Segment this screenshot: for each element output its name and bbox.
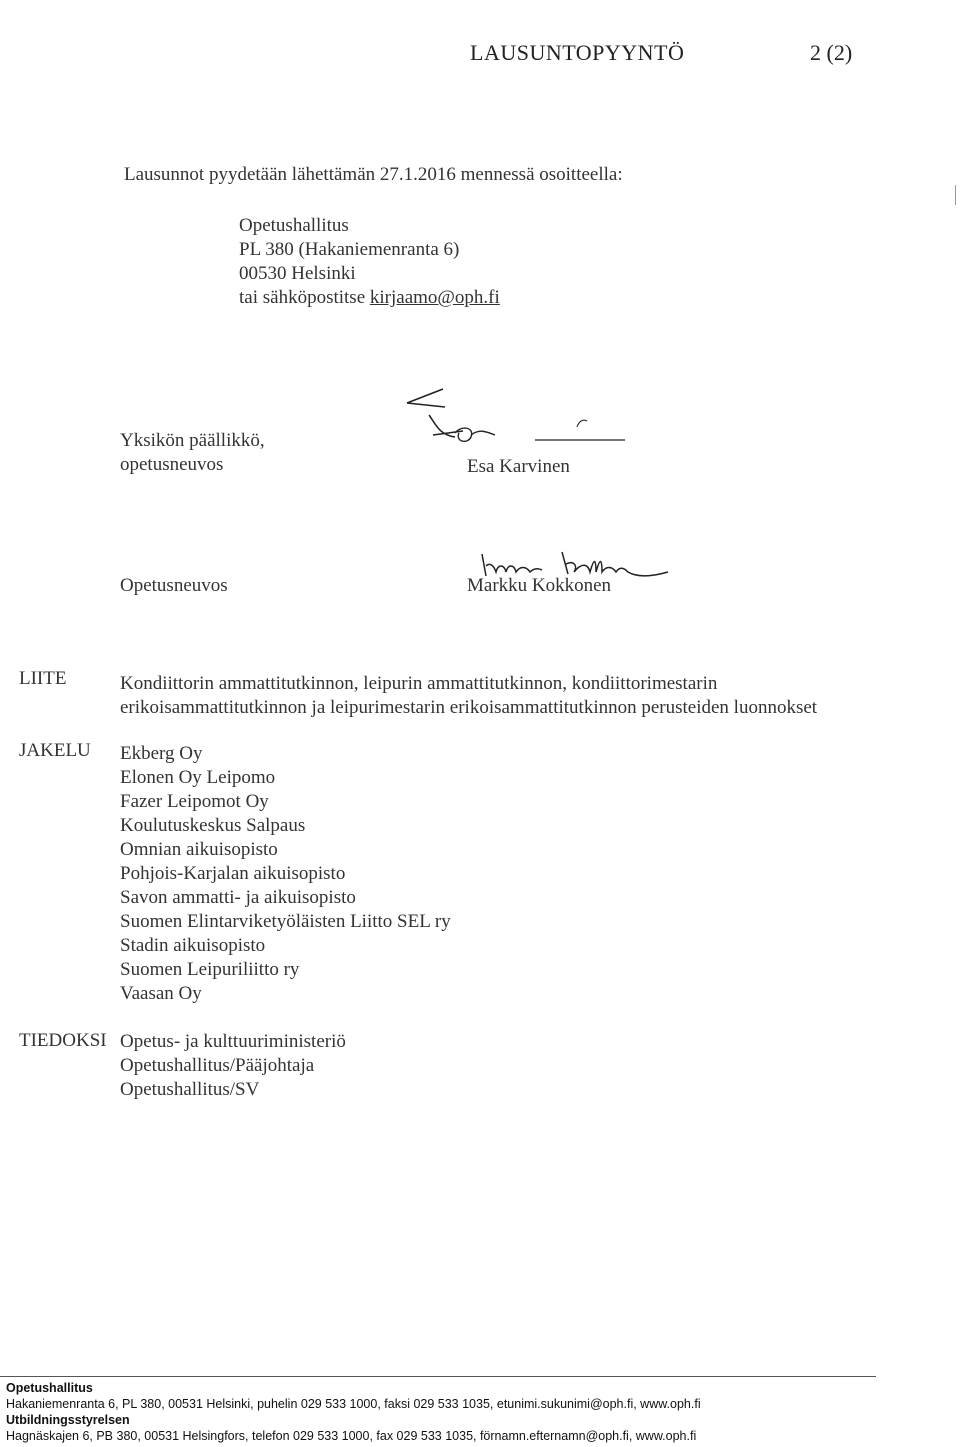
list-item: Elonen Oy Leipomo xyxy=(120,767,276,788)
footer-divider xyxy=(0,1376,876,1377)
margin-mark xyxy=(955,185,956,205)
signatory-1-name: Esa Karvinen xyxy=(467,456,570,477)
email-link[interactable]: kirjaamo@oph.fi xyxy=(369,287,500,308)
footer-contact-sv: Hagnäskajen 6, PB 380, 00531 Helsingfors, telefon 029 533 1000, fax 029 533 1035, förnamn.efternamn@oph.fi, www.oph.fi xyxy=(6,1429,697,1443)
list-item: Suomen Leipuriliitto ry xyxy=(120,959,300,980)
list-item: Koulutuskeskus Salpaus xyxy=(120,815,306,836)
signatory-1-role-line1: Yksikön päällikkö, xyxy=(120,430,265,451)
list-item: Fazer Leipomot Oy xyxy=(120,791,269,812)
address-block xyxy=(239,214,500,310)
address-email-line xyxy=(239,286,500,310)
list-item: Vaasan Oy xyxy=(120,983,202,1004)
liite-line-2: erikoisammattitutkinnon ja leipurimestarin erikoisammattitutkinnon perusteiden luonnokset xyxy=(120,697,818,718)
tiedoksi-label: TIEDOKSI xyxy=(19,1030,107,1051)
jakelu-label: JAKELU xyxy=(19,740,91,761)
list-item: Opetus- ja kulttuuriministeriö xyxy=(120,1031,346,1052)
footer-contact-fi: Hakaniemenranta 6, PL 380, 00531 Helsinki, puhelin 029 533 1000, faksi 029 533 1035, etunimi.sukunimi@oph.fi, www.oph.fi xyxy=(6,1397,701,1411)
tiedoksi-list xyxy=(120,1030,346,1102)
list-item: Suomen Elintarviketyöläisten Liitto SEL ry xyxy=(120,911,451,932)
signatory-1-role-line2: opetusneuvos xyxy=(120,454,224,475)
list-item: Pohjois-Karjalan aikuisopisto xyxy=(120,863,346,884)
liite-line-1: Kondiittorin ammattitutkinnon, leipurin ammattitutkinnon, kondiittorimestarin xyxy=(120,673,718,694)
list-item: Omnian aikuisopisto xyxy=(120,839,278,860)
jakelu-list xyxy=(120,742,451,1006)
list-item: Opetushallitus/SV xyxy=(120,1079,260,1100)
signature-1-handwriting xyxy=(395,385,635,455)
list-item: Opetushallitus/Pääjohtaja xyxy=(120,1055,315,1076)
footer xyxy=(6,1380,701,1444)
address-city: 00530 Helsinki xyxy=(239,263,356,284)
list-item: Savon ammatti- ja aikuisopisto xyxy=(120,887,356,908)
address-org: Opetushallitus xyxy=(239,215,349,236)
address-po-box: PL 380 (Hakaniemenranta 6) xyxy=(239,239,460,260)
signatory-2-name: Markku Kokkonen xyxy=(467,575,612,596)
footer-org-sv: Utbildningsstyrelsen xyxy=(6,1413,130,1427)
list-item: Ekberg Oy xyxy=(120,743,203,764)
list-item: Stadin aikuisopisto xyxy=(120,935,266,956)
email-prefix: tai sähköpostitse xyxy=(239,287,370,308)
intro-text: Lausunnot pyydetään lähettämän 27.1.2016 mennessä osoitteella: xyxy=(124,164,623,185)
page-number: 2 (2) xyxy=(810,40,853,65)
document-title: LAUSUNTOPYYNTÖ xyxy=(470,40,685,65)
signatory-2-role: Opetusneuvos xyxy=(120,575,228,596)
footer-org-fi: Opetushallitus xyxy=(6,1381,93,1395)
liite-label: LIITE xyxy=(19,668,67,689)
liite-text xyxy=(120,672,817,720)
signatory-1-role xyxy=(120,429,265,477)
